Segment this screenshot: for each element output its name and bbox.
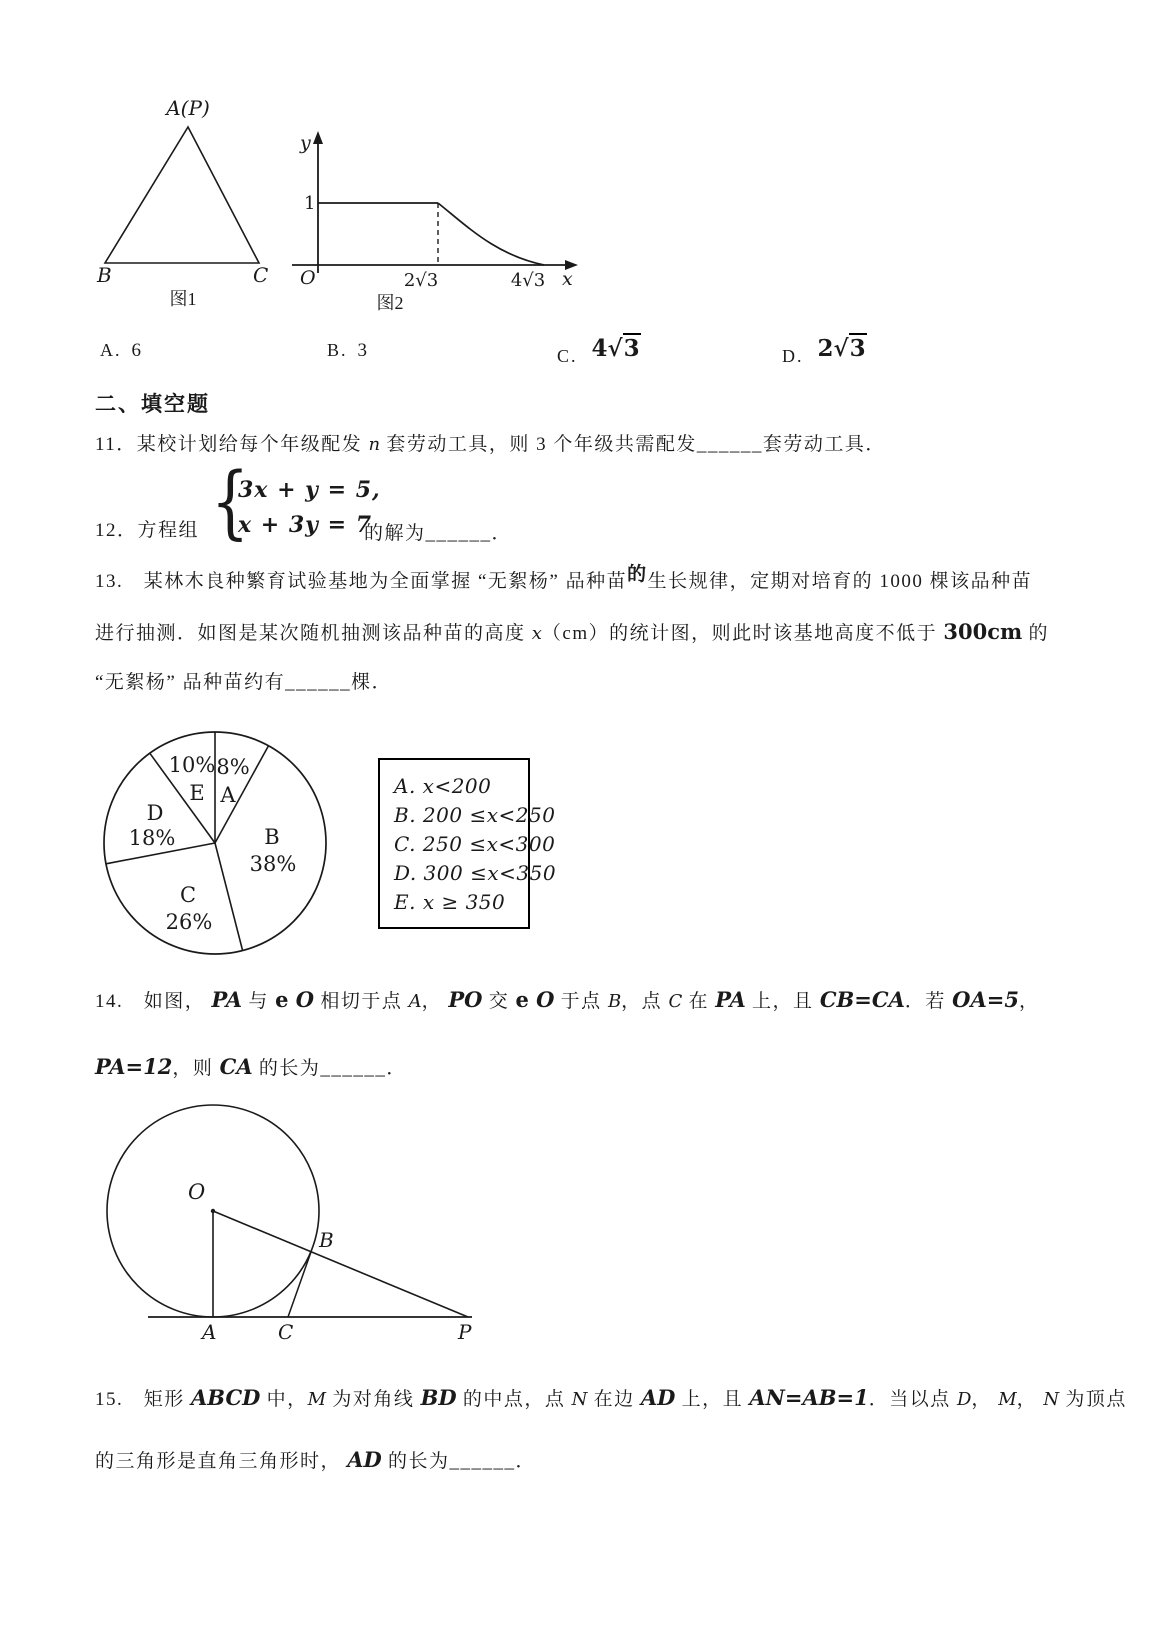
option-a-value: 6 [131, 340, 141, 361]
slice-a-name: A [220, 783, 236, 807]
tick-2sqrt3-label: 2√3 [403, 270, 439, 291]
legend-item-b: B. 200 ≤x<250 [394, 803, 556, 827]
slice-c-pct: 26% [165, 910, 213, 934]
figure-circle-tangent [100, 1093, 485, 1348]
triangle-left-label: B [97, 263, 112, 287]
legend-item-a: A. x<200 [394, 774, 492, 798]
label-b: B [319, 1228, 334, 1252]
legend-item-d: D. 300 ≤x<350 [394, 861, 557, 885]
option-d-label: D. [782, 346, 804, 366]
option-b [327, 340, 367, 362]
tick-4sqrt3-label: 4√3 [510, 270, 546, 291]
option-a [100, 340, 141, 362]
line-op [213, 1211, 468, 1317]
legend-item-c: C. 250 ≤x<300 [394, 832, 556, 856]
section-heading: 二、填空题 [95, 393, 210, 416]
slice-d-pct: 18% [128, 826, 176, 850]
question-11-text: 11．某校计划给每个年级配发 n 套劳动工具，则 3 个年级共需配发______套劳动工具． [95, 434, 886, 455]
option-c [557, 335, 641, 368]
triangle-apex-label: A(P) [166, 96, 210, 120]
question-13-line3: “无絮杨” 品种苗约有______棵． [95, 672, 393, 693]
y-axis-arrow [313, 131, 323, 144]
origin-label: O [300, 267, 316, 289]
label-a: A [202, 1320, 217, 1344]
equation-brace: { [211, 455, 250, 548]
equation-2: x + 3y = 7 [238, 512, 373, 538]
slice-b-pct: 38% [249, 852, 297, 876]
figure1-caption: 图1 [169, 289, 197, 309]
slice-e-name: E [189, 781, 205, 805]
x-axis-label: x [562, 268, 573, 290]
falling-curve [438, 203, 544, 265]
question-13-line1: 13. 某林木良种繁育试验基地为全面掌握 “无絮杨” 品种苗的生长规律，定期对培育的 1000 棵该品种苗 [95, 564, 1033, 592]
question-13-line2: 进行抽测．如图是某次随机抽测该品种苗的高度 x（cm）的统计图，则此时该基地高度不低于 300cm 的 [95, 619, 1049, 644]
question-12-number: 12．方程组 [95, 520, 200, 541]
option-a-label: A. [100, 340, 122, 360]
slice-d-name: D [146, 801, 164, 825]
option-b-label: B. [327, 340, 348, 360]
legend-item-e: E. x ≥ 350 [394, 890, 506, 914]
figure1-triangle [95, 95, 280, 310]
question-14-line2: PA=12，则 CA 的长为______． [95, 1054, 407, 1079]
pie-chart [100, 730, 335, 962]
label-p: P [458, 1320, 472, 1344]
y-axis-label: y [300, 132, 311, 154]
triangle-right-label: C [253, 263, 269, 287]
question-12-suffix: 的解为______． [364, 523, 513, 544]
figure2-graph [278, 125, 588, 315]
option-c-formula: 4√3 [591, 335, 640, 362]
pie-legend-box [378, 758, 557, 929]
slice-b-name: B [264, 825, 280, 849]
triangle-outline [105, 127, 259, 263]
label-o: O [188, 1180, 206, 1204]
slice-e-pct: 10% [168, 753, 216, 777]
question-14-line1: 14. 如图， PA 与 e O 相切于点 A， PO 交 e O 于点 B，点 C 在 PA 上，且 CB=CA．若 OA=5， [95, 987, 1040, 1012]
line-bc [288, 1252, 311, 1317]
option-d [782, 335, 867, 368]
option-b-value: 3 [357, 340, 368, 361]
option-d-formula: 2√3 [817, 335, 866, 362]
figure2-caption: 图2 [376, 293, 404, 313]
slice-c-name: C [179, 883, 197, 907]
equation-1: 3x + y = 5, [238, 477, 381, 503]
option-c-label: C. [557, 346, 578, 366]
question-15-line2: 的三角形是直角三角形时， AD 的长为______． [95, 1447, 537, 1472]
slice-boundary-bc [215, 843, 243, 951]
slice-a-pct: 8% [216, 755, 250, 779]
label-c: C [278, 1320, 294, 1344]
question-15-line1: 15. 矩形 ABCD 中，M 为对角线 BD 的中点，点 N 在边 AD 上，且 AN=AB=1．当以点 D， M， N 为顶点 [95, 1385, 1127, 1410]
tick-1-label: 1 [304, 193, 316, 214]
